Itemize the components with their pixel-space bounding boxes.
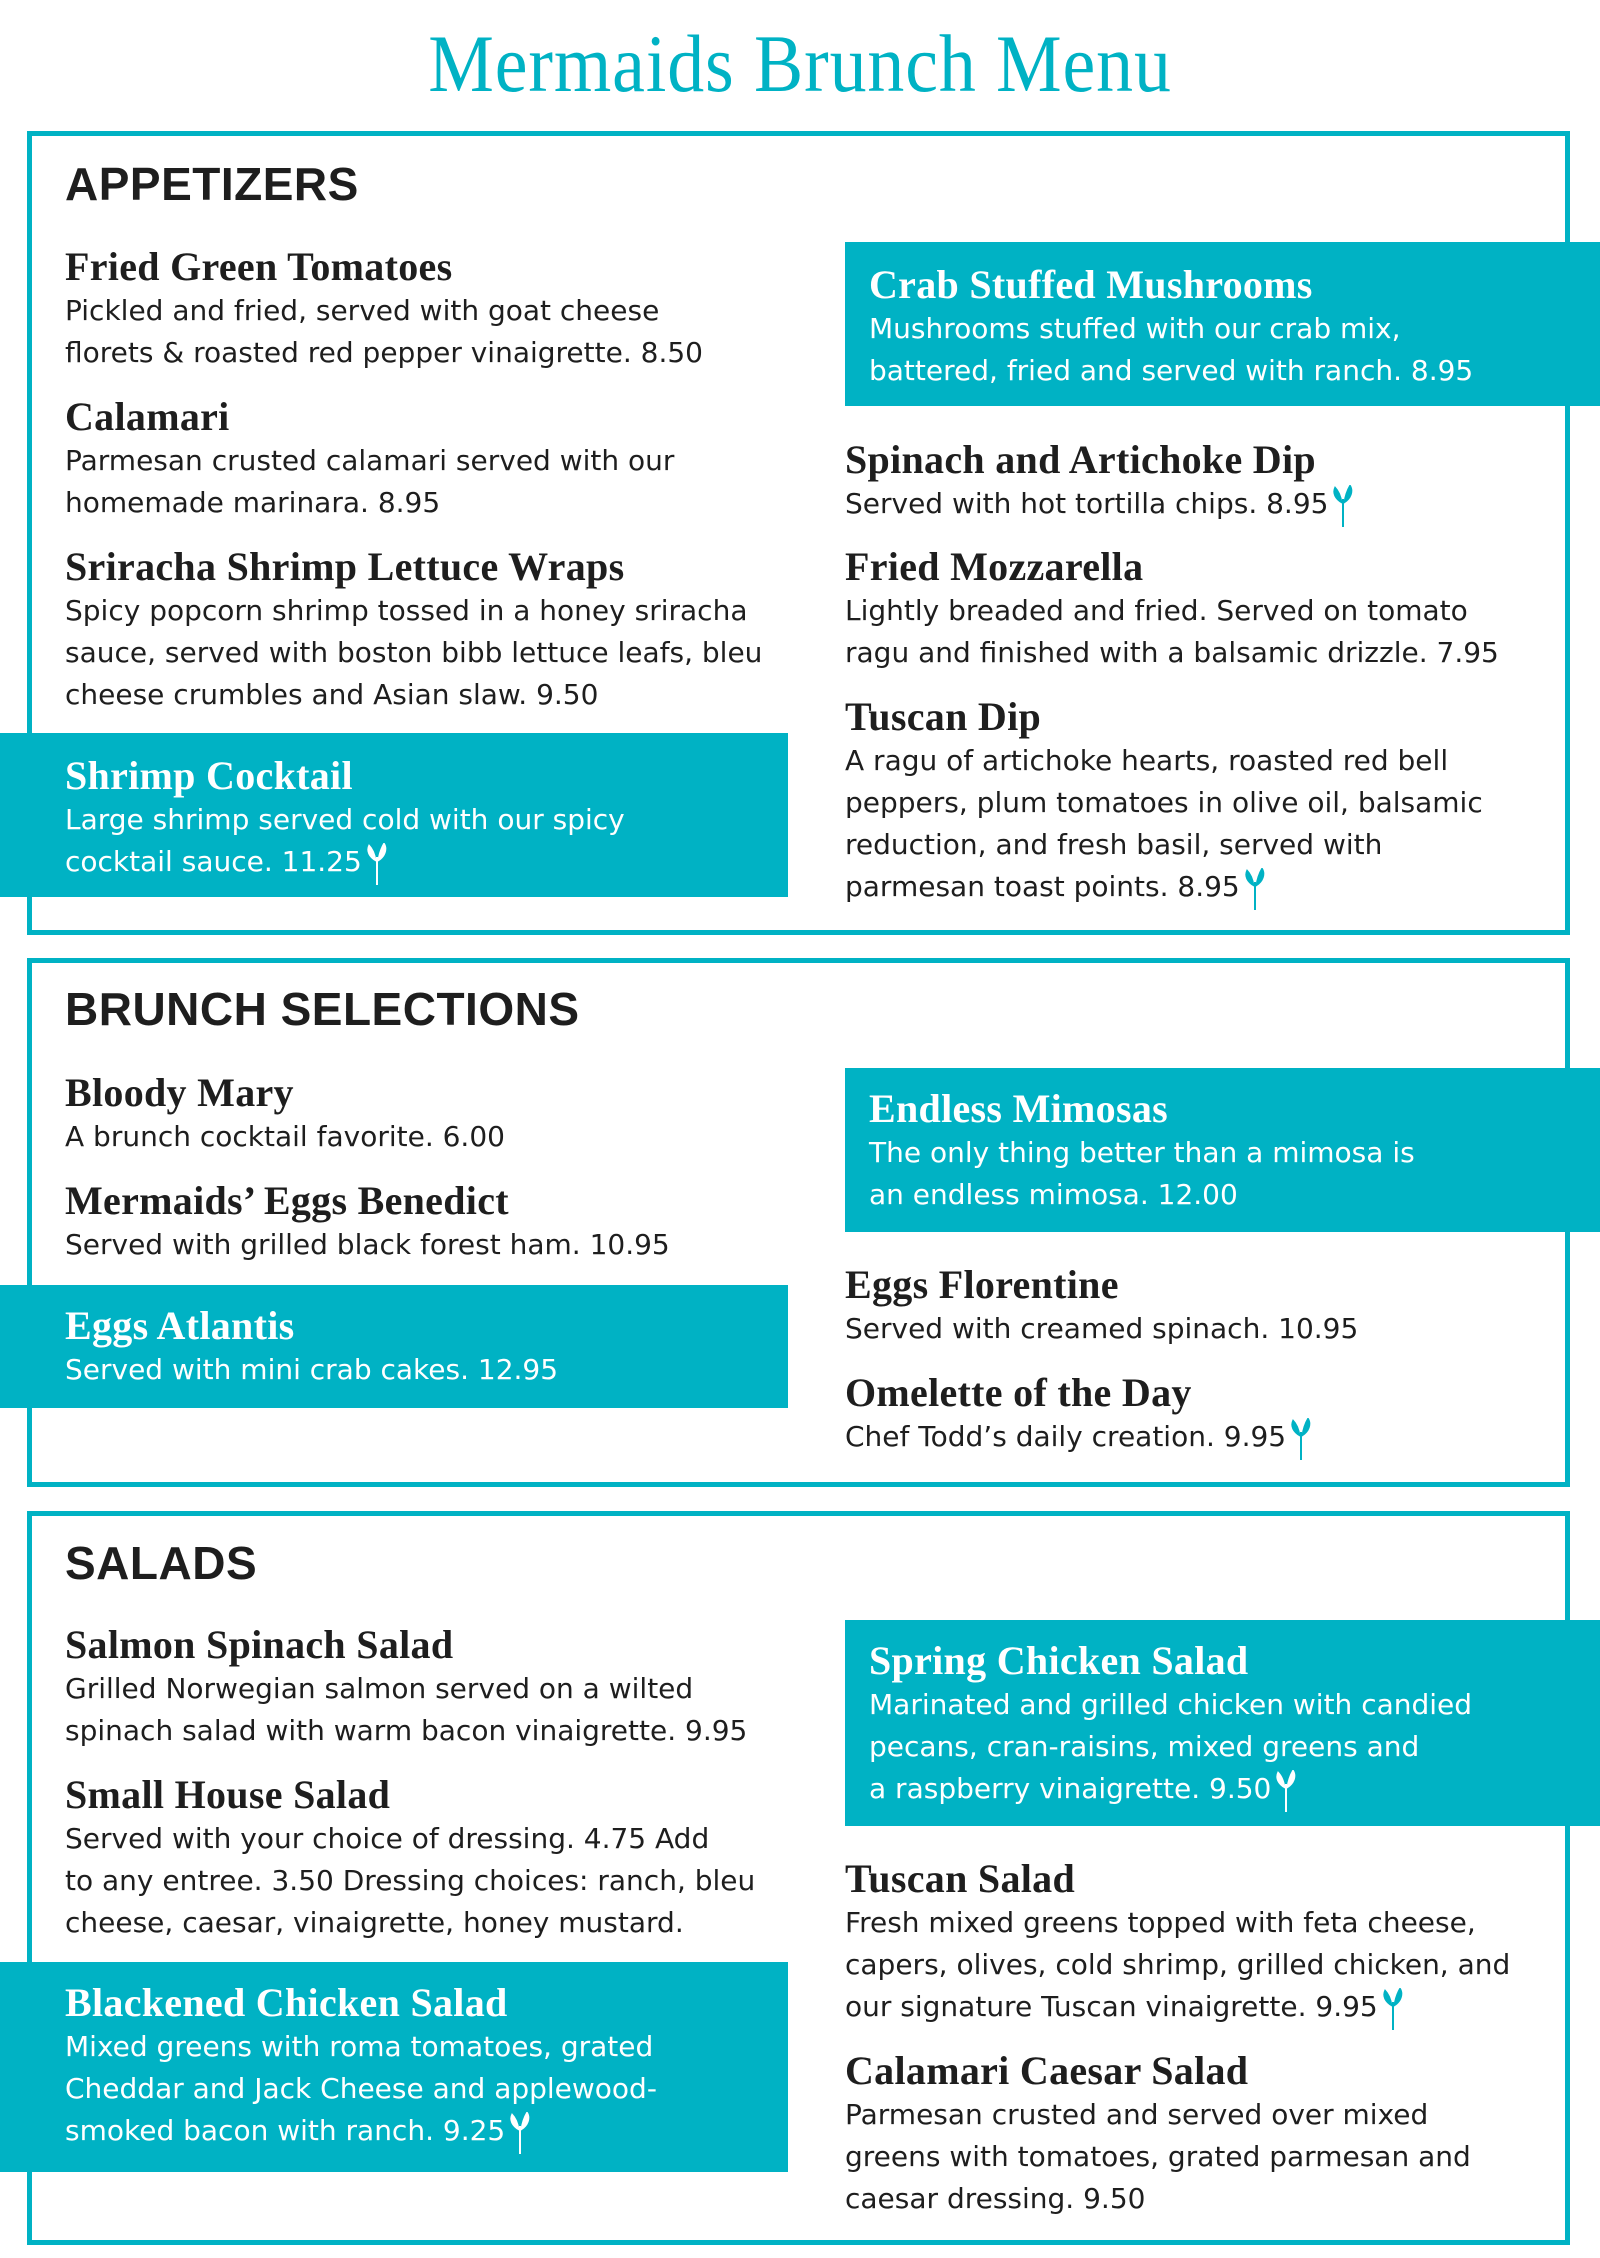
menu-item-tuscan-dip (845, 694, 1483, 910)
menu-item-spring-chicken-salad (845, 1620, 1600, 1826)
item-description: Marinated and grilled chicken with candied pecans, cran-raisins, mixed greens and a raspberry vinaigrette. 9.50 (869, 1684, 1472, 1812)
section-heading: BRUNCH SELECTIONS (65, 983, 580, 1035)
section-heading: SALADS (65, 1537, 258, 1589)
item-description: Served with creamed spinach. 10.95 (845, 1312, 1359, 1345)
menu-item-fried-green-tomatoes (65, 244, 703, 374)
menu-item-spinach-artichoke-dip (845, 437, 1356, 527)
item-description: Fresh mixed greens topped with feta cheese, capers, olives, cold shrimp, grilled chicken, and our signature Tuscan vinaigrette. 9.95 (845, 1902, 1510, 2030)
item-name: Small House Salad (65, 1772, 391, 1817)
item-name: Blackened Chicken Salad (65, 1980, 508, 2025)
item-description: A brunch cocktail favorite. 6.00 (65, 1120, 505, 1153)
item-name: Eggs Atlantis (65, 1303, 295, 1348)
item-description: Served with your choice of dressing. 4.75 Add to any entree. 3.50 Dressing choices: ranch, bleu cheese, caesar, vinaigrette, honey mustard. (65, 1822, 756, 1939)
item-name: Endless Mimosas (869, 1086, 1168, 1131)
item-description: Mixed greens with roma tomatoes, grated Cheddar and Jack Cheese and applewood- smoked bacon with ranch. 9.25 (65, 2026, 657, 2154)
item-name: Calamari (65, 394, 230, 439)
item-name: Spinach and Artichoke Dip (845, 437, 1316, 482)
item-name: Shrimp Cocktail (65, 753, 353, 798)
item-description: Large shrimp served cold with our spicy cocktail sauce. 11.25 (65, 799, 625, 885)
item-name: Sriracha Shrimp Lettuce Wraps (65, 544, 625, 589)
menu-item-eggs-atlantis (0, 1285, 788, 1408)
item-name: Salmon Spinach Salad (65, 1622, 454, 1667)
menu-item-crab-stuffed-mushrooms (845, 242, 1600, 406)
item-name: Fried Mozzarella (845, 544, 1144, 589)
item-name: Omelette of the Day (845, 1370, 1192, 1415)
item-description: Grilled Norwegian salmon served on a wilted spinach salad with warm bacon vinaigrette. 9.95 (65, 1672, 748, 1747)
menu-item-endless-mimosas (845, 1068, 1600, 1232)
menu-item-eggs-florentine (845, 1262, 1358, 1350)
menu-item-calamari (65, 394, 674, 524)
item-description: The only thing better than a mimosa is an endless mimosa. 12.00 (869, 1136, 1415, 1211)
item-name: Eggs Florentine (845, 1262, 1119, 1307)
menu-item-bloody-mary (65, 1070, 505, 1158)
wheat-icon (1330, 485, 1356, 527)
wheat-icon (1288, 1418, 1314, 1460)
item-name: Calamari Caesar Salad (845, 2048, 1249, 2093)
menu-item-mermaids-eggs-benedict (65, 1178, 670, 1266)
item-description: Served with hot tortilla chips. 8.95 (845, 483, 1356, 527)
menu-item-calamari-caesar-salad (845, 2048, 1471, 2220)
menu-item-small-house-salad (65, 1772, 755, 1944)
section-heading: APPETIZERS (65, 158, 359, 210)
item-description: Lightly breaded and fried. Served on tomato ragu and finished with a balsamic drizzle. 7.95 (845, 594, 1499, 669)
item-name: Bloody Mary (65, 1070, 294, 1115)
item-description: Chef Todd’s daily creation. 9.95 (845, 1416, 1314, 1460)
item-description: Served with mini crab cakes. 12.95 (65, 1353, 559, 1386)
menu-item-sriracha-shrimp-lettuce-wraps (65, 544, 762, 716)
item-name: Fried Green Tomatoes (65, 244, 453, 289)
wheat-icon (507, 2112, 533, 2154)
item-description: Mushrooms stuffed with our crab mix, battered, fried and served with ranch. 8.95 (869, 312, 1474, 387)
item-name: Tuscan Dip (845, 694, 1042, 739)
menu-item-tuscan-salad (845, 1856, 1510, 2030)
item-description: Pickled and fried, served with goat cheese florets & roasted red pepper vinaigrette. 8.50 (65, 294, 703, 369)
item-name: Mermaids’ Eggs Benedict (65, 1178, 509, 1223)
menu-item-salmon-spinach-salad (65, 1622, 747, 1752)
item-name: Crab Stuffed Mushrooms (869, 262, 1313, 307)
menu-item-omelette-of-the-day (845, 1370, 1314, 1460)
menu-item-blackened-chicken-salad (0, 1962, 788, 2172)
item-description: Parmesan crusted and served over mixed greens with tomatoes, grated parmesan and caesar dressing. 9.50 (845, 2098, 1471, 2215)
menu-item-fried-mozzarella (845, 544, 1499, 674)
item-name: Tuscan Salad (845, 1856, 1076, 1901)
item-description: Served with grilled black forest ham. 10.95 (65, 1228, 670, 1261)
item-name: Spring Chicken Salad (869, 1638, 1249, 1683)
wheat-icon (1242, 868, 1268, 910)
wheat-icon (364, 843, 390, 885)
menu-title: Mermaids Brunch Menu (428, 18, 1172, 109)
item-description: Spicy popcorn shrimp tossed in a honey sriracha sauce, served with boston bibb lettuce leafs, bleu cheese crumbles and Asian slaw. 9.50 (65, 594, 763, 711)
wheat-icon (1380, 1988, 1406, 2030)
wheat-icon (1273, 1770, 1299, 1812)
item-description: Parmesan crusted calamari served with our homemade marinara. 8.95 (65, 444, 675, 519)
item-description: A ragu of artichoke hearts, roasted red bell peppers, plum tomatoes in olive oil, balsamic reduction, and fresh basil, served with parmesan toast points. 8.95 (845, 740, 1483, 910)
menu-item-shrimp-cocktail (0, 733, 788, 897)
